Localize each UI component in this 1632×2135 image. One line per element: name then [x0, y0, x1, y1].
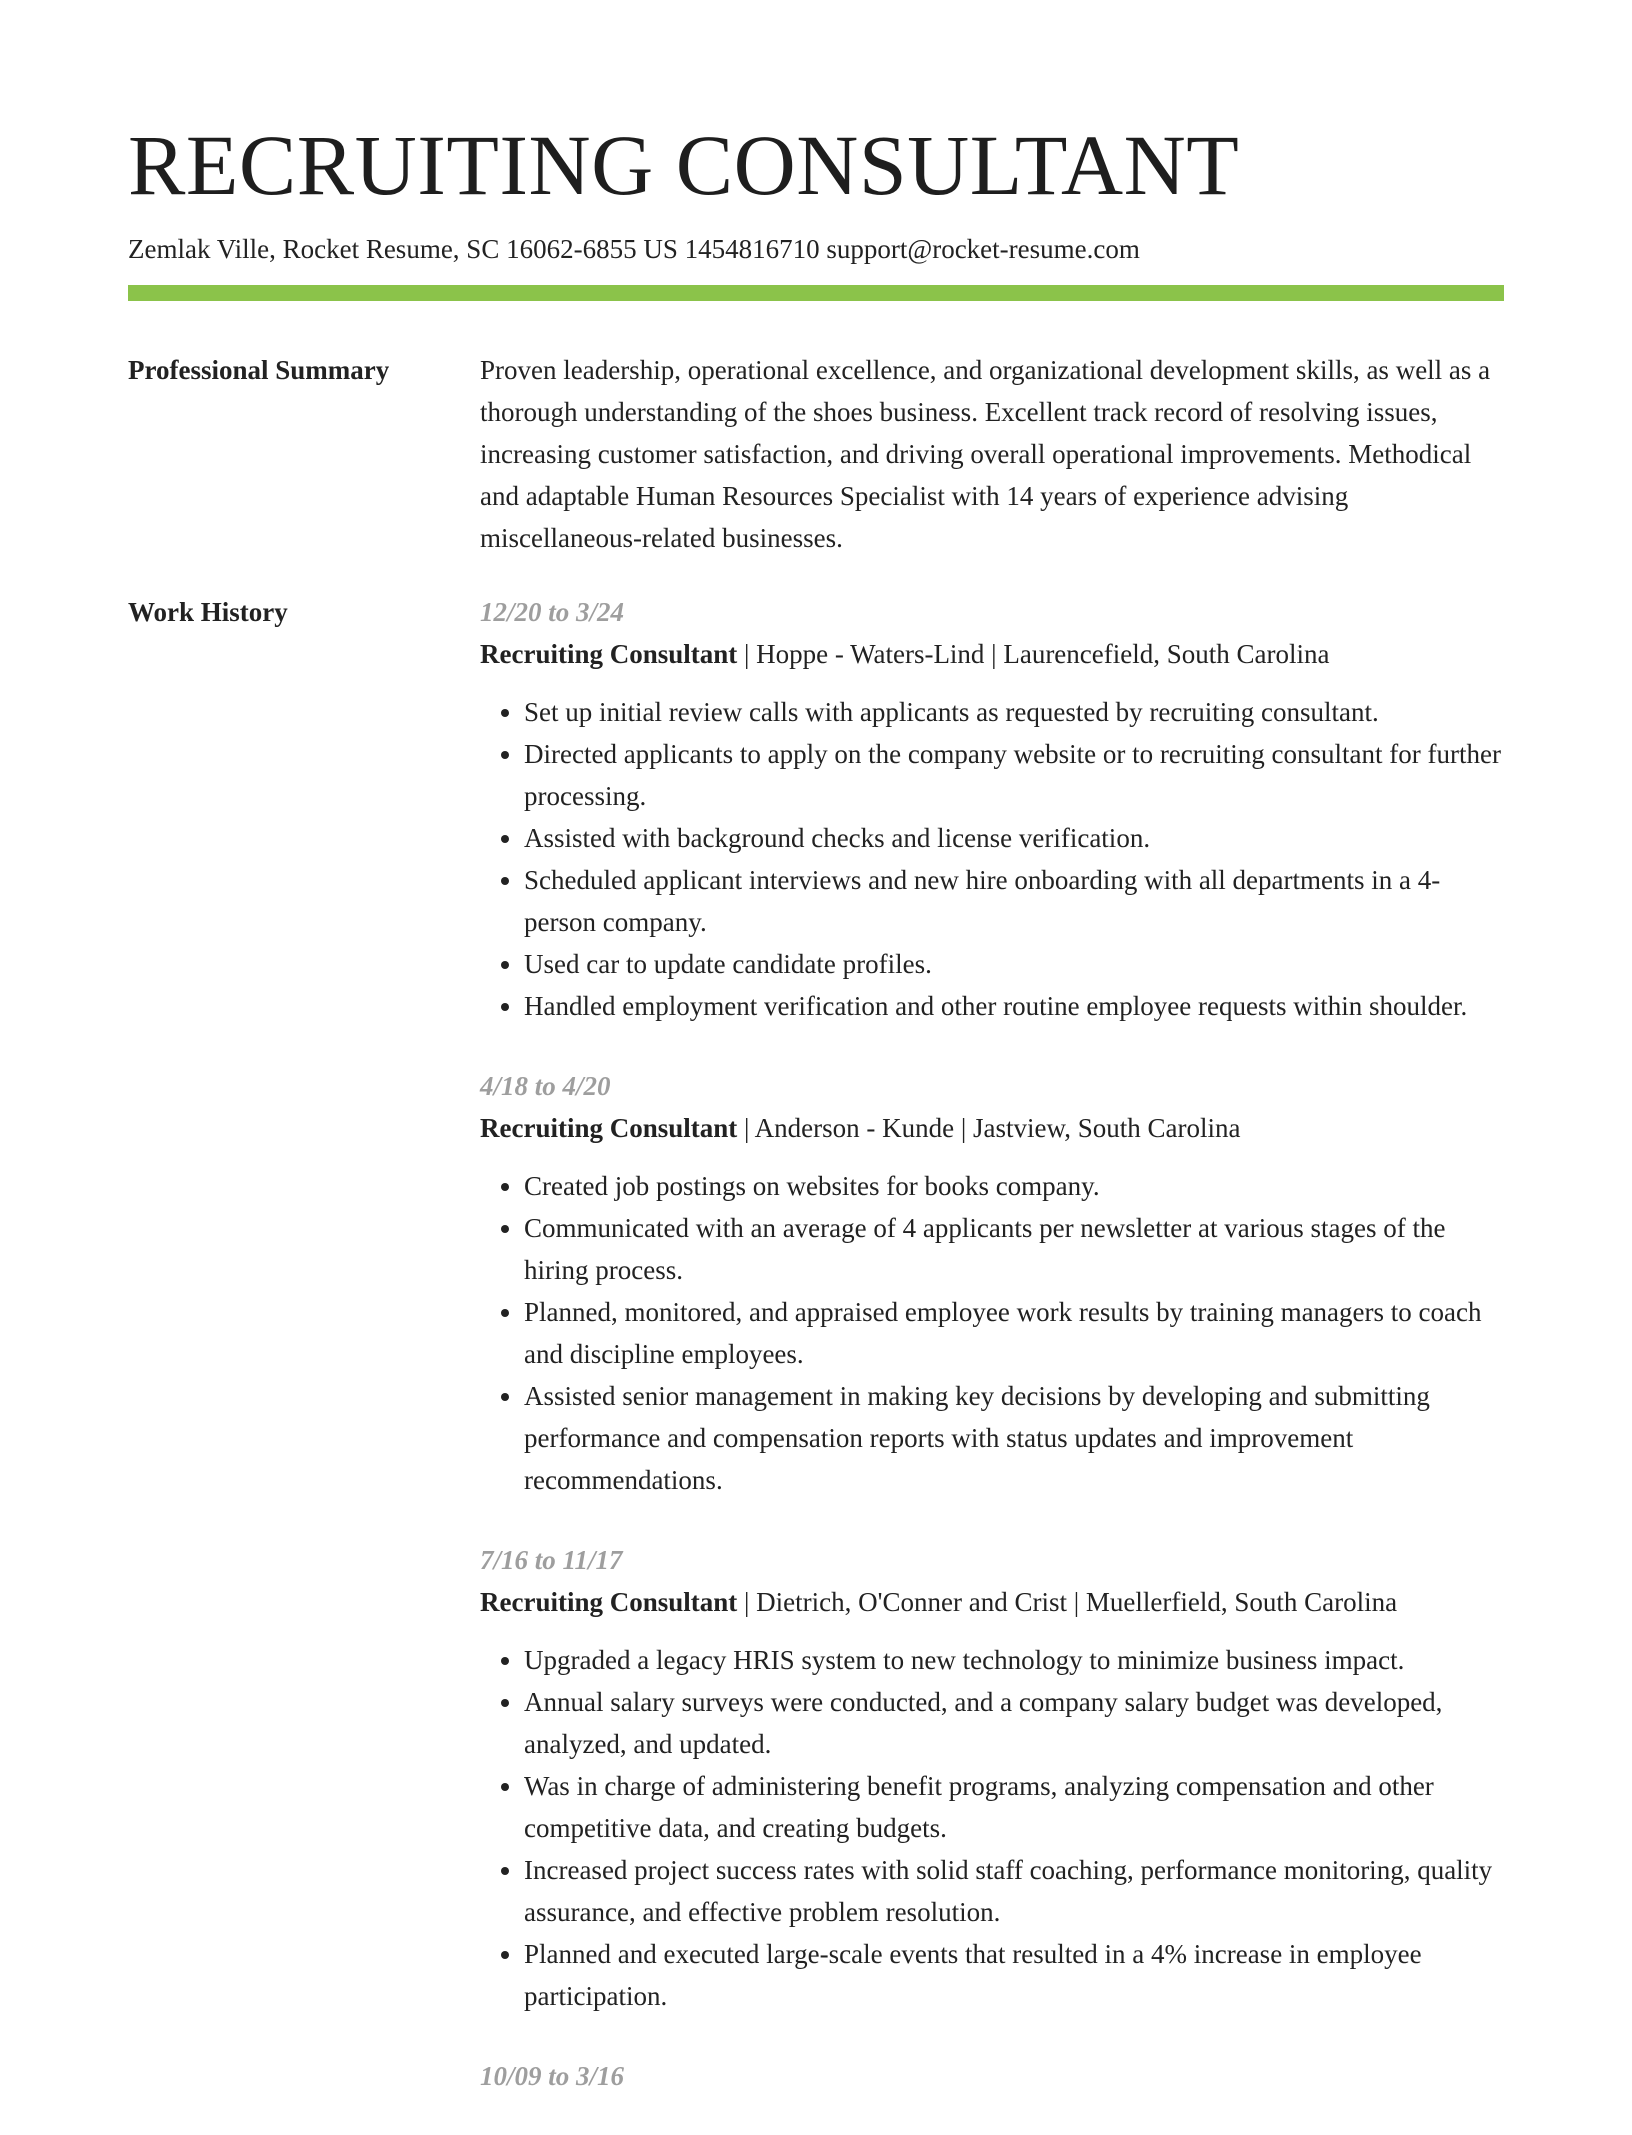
job-entry: [480, 591, 1504, 1027]
job-entry: [480, 2055, 1504, 2097]
job-company-location: | Anderson - Kunde | Jastview, South Carolina: [737, 1113, 1241, 1143]
job-heading: [480, 633, 1504, 675]
job-title: Recruiting Consultant: [480, 1113, 738, 1143]
work-history-heading: Work History: [128, 597, 288, 627]
job-dates: 4/18 to 4/20: [480, 1071, 611, 1101]
job-title: Recruiting Consultant: [480, 1587, 738, 1617]
job-bullet: • Set up initial review calls with applicants as requested by recruiting consultant.: [524, 691, 1504, 733]
job-list: [480, 591, 1504, 2135]
job-bullet: • Directed applicants to apply on the company website or to recruiting consultant for further processing.: [524, 733, 1504, 817]
header-divider: [128, 285, 1504, 301]
job-bullet: • Handled employment verification and other routine employee requests within shoulder.: [524, 985, 1504, 1027]
job-entry: [480, 1539, 1504, 2017]
job-bullet: • Communicated with an average of 4 applicants per newsletter at various stages of the hiring process.: [524, 1207, 1504, 1291]
job-bullet: • Planned and executed large-scale events that resulted in a 4% increase in employee participation.: [524, 1933, 1504, 2017]
job-bullet: • Annual salary surveys were conducted, and a company salary budget was developed, analyzed, and updated.: [524, 1681, 1504, 1765]
contact-info: Zemlak Ville, Rocket Resume, SC 16062-6855 US 1454816710 support@rocket-resume.com: [128, 234, 1140, 264]
job-bullet: • Was in charge of administering benefit programs, analyzing compensation and other competitive data, and creating budgets.: [524, 1765, 1504, 1849]
job-company-location: | Hoppe - Waters-Lind | Laurencefield, South Carolina: [737, 639, 1330, 669]
job-bullet-list: [480, 1165, 1504, 1501]
resume-title: RECRUITING CONSULTANT: [128, 117, 1240, 213]
job-company-location: | Dietrich, O'Conner and Crist | Muellerfield, South Carolina: [737, 1587, 1398, 1617]
job-bullet-list: [480, 1639, 1504, 2017]
job-dates: 7/16 to 11/17: [480, 1545, 623, 1575]
job-title: Recruiting Consultant: [480, 639, 738, 669]
job-bullet: • Scheduled applicant interviews and new hire onboarding with all departments in a 4-person company.: [524, 859, 1504, 943]
job-bullet-list: [480, 691, 1504, 1027]
job-heading: [480, 1107, 1504, 1149]
job-dates: 10/09 to 3/16: [480, 2061, 625, 2091]
job-bullet: • Assisted senior management in making key decisions by developing and submitting performance and compensation reports with status updates and improvement recommendations.: [524, 1375, 1504, 1501]
job-entry: [480, 1065, 1504, 1501]
job-bullet: • Planned, monitored, and appraised employee work results by training managers to coach and discipline employees.: [524, 1291, 1504, 1375]
summary-text: Proven leadership, operational excellence, and organizational development skills, as well as a thorough understanding of the shoes business. Excellent track record of resolving issues, increasing customer satisfaction, and driving overall operational improvements. Methodical and adaptable Human Resources Specialist with 14 years of experience advising miscellaneous-related businesses.: [480, 355, 1491, 553]
job-heading: [480, 1581, 1504, 1623]
job-bullet: • Increased project success rates with solid staff coaching, performance monitoring, quality assurance, and effective problem resolution.: [524, 1849, 1504, 1933]
job-bullet: • Upgraded a legacy HRIS system to new technology to minimize business impact.: [524, 1639, 1504, 1681]
job-bullet: • Used car to update candidate profiles.: [524, 943, 1504, 985]
job-bullet: • Created job postings on websites for books company.: [524, 1165, 1504, 1207]
job-dates: 12/20 to 3/24: [480, 597, 625, 627]
summary-heading: Professional Summary: [128, 355, 390, 385]
job-bullet: • Assisted with background checks and license verification.: [524, 817, 1504, 859]
